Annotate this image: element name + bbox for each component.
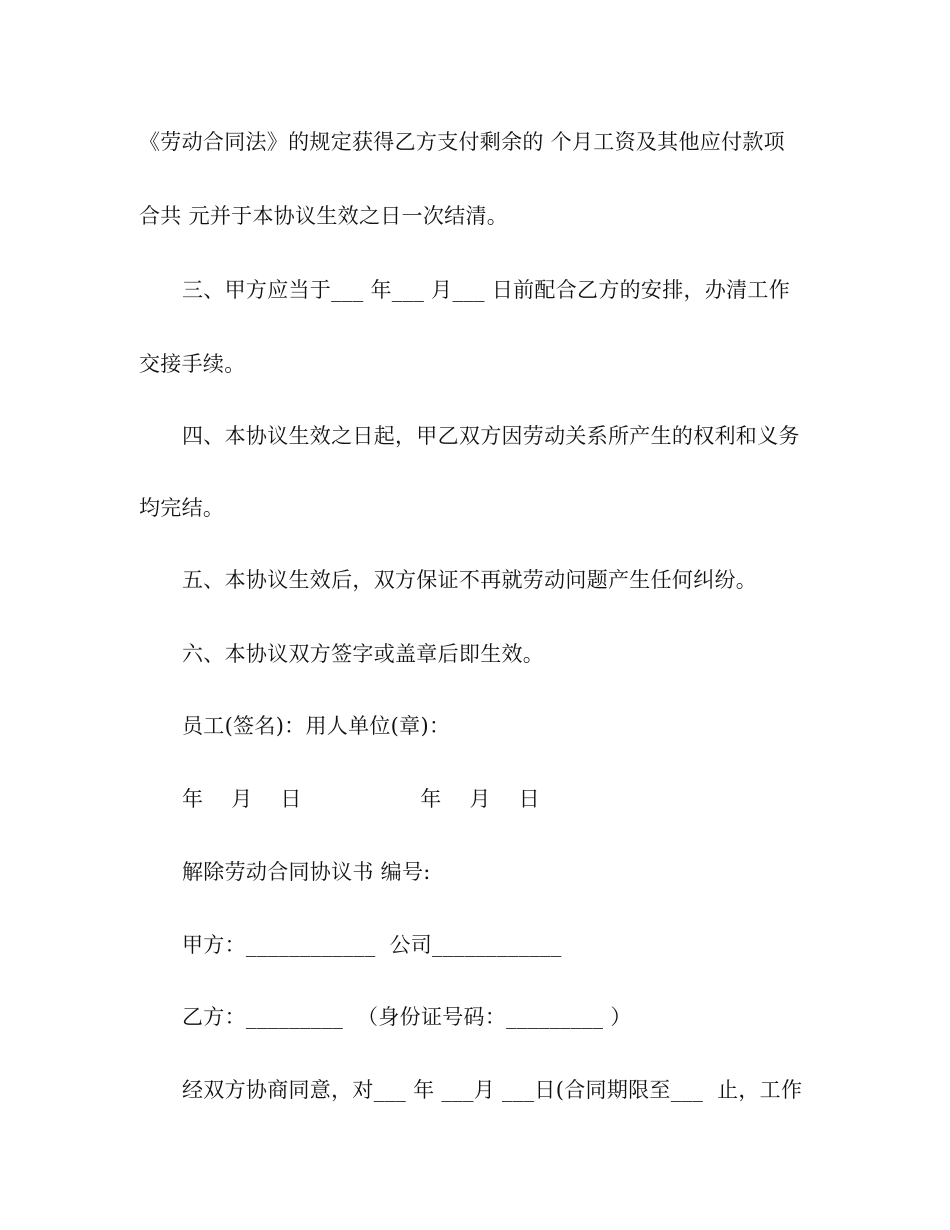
clause-three-line-2: 交接手续。: [139, 352, 246, 376]
party-a-line: 甲方：____________ 公司____________: [182, 933, 562, 957]
signature-dates: 年 月 日 年 月 日: [182, 787, 540, 811]
clause-four-line-2: 均完结。: [139, 496, 225, 520]
paragraph-line-1: 《劳动合同法》的规定获得乙方支付剩余的 个月工资及其他应付款项: [139, 130, 785, 154]
clause-three-line-1: 三、甲方应当于___ 年___ 月___ 日前配合乙方的安排，办清工作: [182, 278, 791, 302]
signature-labels: 员工(签名)：用人单位(章)：: [182, 714, 451, 738]
party-b-line: 乙方：_________ （身份证号码：_________ ）: [182, 1005, 632, 1029]
clause-six: 六、本协议双方签字或盖章后即生效。: [182, 642, 545, 666]
agreement-intro: 经双方协商同意，对___ 年 ___月 ___日(合同期限至___ 止，工作: [182, 1078, 803, 1102]
paragraph-line-2: 合共 元并于本协议生效之日一次结清。: [139, 204, 509, 228]
agreement-title: 解除劳动合同协议书 编号:: [182, 860, 431, 884]
clause-five: 五、本协议生效后，双方保证不再就劳动问题产生任何纠纷。: [182, 568, 758, 592]
clause-four-line-1: 四、本协议生效之日起，甲乙双方因劳动关系所产生的权利和义务: [182, 424, 800, 448]
